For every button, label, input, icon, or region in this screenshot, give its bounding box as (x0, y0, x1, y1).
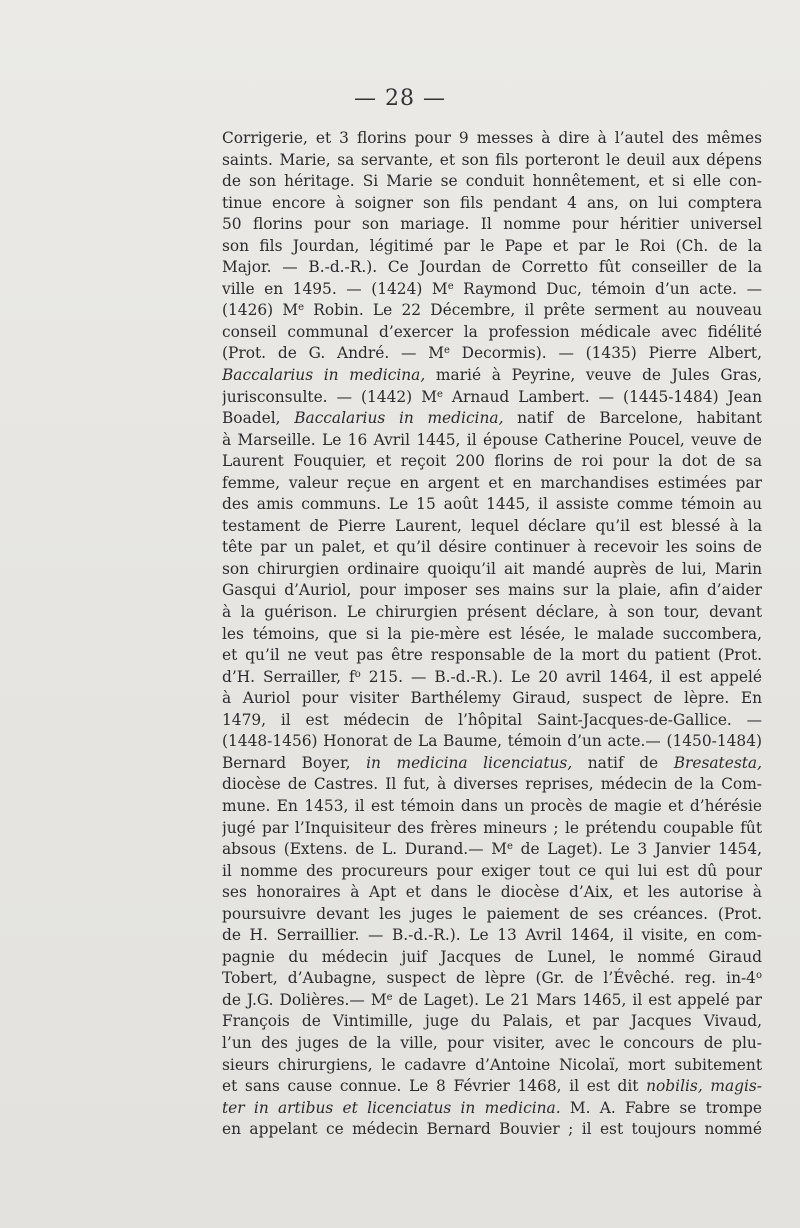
text-line (222, 214, 762, 236)
text-line (222, 1033, 762, 1055)
text-segment: Bernard Boyer, (222, 753, 367, 772)
text-line (222, 1098, 762, 1120)
italic-text: ter in artibus et licenciatus in medicina. (222, 1098, 561, 1117)
text-segment: Boadel, (222, 409, 295, 428)
text-line (222, 947, 762, 969)
text-line (222, 861, 762, 883)
italic-text: Bresatesta, (673, 753, 762, 772)
text-line (222, 710, 762, 732)
text-line (222, 322, 762, 344)
text-segment: de Laget). Le 21 Mars 1465, il est appelé par (392, 990, 762, 1009)
text-segment: d’H. Serrailler, f (222, 667, 355, 686)
text-line (222, 667, 762, 689)
text-line (222, 731, 762, 753)
text-segment: de Laget). Le 3 Janvier 1454, (512, 840, 762, 859)
text-line (222, 925, 762, 947)
text-segment: natif de (572, 753, 674, 772)
text-line (222, 430, 762, 452)
text-line (222, 968, 762, 990)
text-line (222, 387, 762, 409)
italic-text: Baccalarius in medicina, (222, 366, 426, 385)
text-line (222, 171, 762, 193)
text-segment: jugé par l’Inquisiteur des frères mineurs ; le prétendu coupable fût (222, 818, 762, 837)
superscript: e (443, 345, 450, 357)
text-segment: les témoins, que si la pie-mère est lésée, le malade succombera, (222, 624, 762, 643)
text-line (222, 774, 762, 796)
superscript: o (755, 970, 762, 982)
text-segment: Gasqui d’Auriol, pour imposer ses mains sur la plaie, afin d’aider (222, 581, 762, 600)
text-segment: à Marseille. Le 16 Avril 1445, il épouse Catherine Poucel, veuve de (222, 430, 762, 449)
text-line (222, 150, 762, 172)
text-line (222, 128, 762, 150)
text-line (222, 818, 762, 840)
text-segment: tinue encore à soigner son fils pendant 4 ans, on lui comptera (222, 193, 762, 212)
text-segment: ville en 1495. — (1424) M (222, 279, 448, 298)
text-segment: jurisconsulte. — (1442) M (222, 387, 437, 406)
text-line (222, 580, 762, 602)
italic-text: Baccalarius in medicina, (294, 409, 504, 428)
italic-text: in medicina licenciatus, (366, 753, 573, 772)
text-segment: à Auriol pour visiter Barthélemy Giraud, suspect de lèpre. En (222, 689, 762, 708)
text-segment: poursuivre devant les juges le paiement de ses créances. (Prot. (222, 904, 762, 923)
text-segment: diocèse de Castres. Il fut, à diverses reprises, médecin de la Com- (222, 775, 762, 794)
text-segment: Decormis). — (1435) Pierre Albert, (449, 344, 762, 363)
text-segment: Raymond Duc, témoin d’un acte. — (453, 279, 762, 298)
text-segment: et qu’il ne veut pas être responsable de la mort du patient (Prot. (222, 646, 762, 665)
text-segment: Major. — B.-d.-R.). Ce Jourdan de Corretto fût conseiller de la (222, 258, 762, 277)
text-segment: de H. Serraillier. — B.-d.-R.). Le 13 Avril 1464, il visite, en com- (222, 926, 762, 945)
superscript: e (447, 280, 454, 292)
text-line (222, 624, 762, 646)
text-line (222, 516, 762, 538)
text-segment: à la guérison. Le chirurgien présent déclare, à son tour, devant (222, 603, 762, 622)
text-segment: 215. — B.-d.-R.). Le 20 avril 1464, il est appelé (360, 667, 762, 686)
text-segment: absous (Extens. de L. Durand.— M (222, 840, 508, 859)
text-line (222, 796, 762, 818)
text-line (222, 1119, 762, 1141)
text-segment: marié à Peyrine, veuve de Jules Gras, (425, 366, 762, 385)
text-line (222, 537, 762, 559)
text-line (222, 990, 762, 1012)
text-line (222, 602, 762, 624)
italic-text: nobilis, magis- (646, 1077, 762, 1096)
text-line (222, 451, 762, 473)
text-segment: (1426) M (222, 301, 299, 320)
text-segment: Robin. Le 22 Décembre, il prête serment au nouveau (304, 301, 762, 320)
text-line (222, 753, 762, 775)
text-segment: il nomme des procureurs pour exiger tout ce qui lui est dû pour (222, 861, 762, 880)
text-segment: (1448-1456) Honorat de La Baume, témoin d’un acte.— (1450-1484) (222, 732, 762, 751)
text-segment: 50 florins pour son mariage. Il nomme pour héritier universel (222, 215, 762, 234)
text-segment: Corrigerie, et 3 florins pour 9 messes à dire à l’autel des mêmes (222, 129, 762, 147)
text-segment: son fils Jourdan, légitimé par le Pape et par le Roi (Ch. de la (222, 236, 762, 255)
text-segment: l’un des juges de la ville, pour visiter, avec le concours de plu- (222, 1033, 762, 1052)
superscript: o (354, 668, 361, 680)
text-segment: de J.G. Dolières.— M (222, 990, 387, 1009)
text-segment: testament de Pierre Laurent, lequel déclare qu’il est blessé à la (222, 516, 762, 535)
text-segment: mune. En 1453, il est témoin dans un procès de magie et d’hérésie (222, 796, 762, 815)
text-segment: ses honoraires à Apt et dans le diocèse d’Aix, et les autorise à (222, 883, 762, 902)
text-line (222, 688, 762, 710)
text-segment: Tobert, d’Aubagne, suspect de lèpre (Gr. de l’Évêché. reg. in-4 (222, 969, 756, 988)
text-line (222, 279, 762, 301)
text-line (222, 645, 762, 667)
text-line (222, 300, 762, 322)
text-line (222, 904, 762, 926)
text-line (222, 1055, 762, 1077)
text-segment: son chirurgien ordinaire quoiqu’il ait mandé auprès de lui, Marin (222, 559, 762, 578)
superscript: e (386, 991, 393, 1003)
text-segment: conseil communal d’exercer la profession médicale avec fidélité (222, 322, 762, 341)
text-line (222, 473, 762, 495)
text-line (222, 408, 762, 430)
text-segment: des amis communs. Le 15 août 1445, il assiste comme témoin au (222, 495, 762, 514)
page-number: — 28 — (354, 86, 446, 111)
text-line (222, 494, 762, 516)
text-segment: Laurent Fouquier, et reçoit 200 florins de roi pour la dot de sa (222, 452, 762, 471)
text-line (222, 839, 762, 861)
text-segment: en appelant ce médecin Bernard Bouvier ; il est toujours nommé (222, 1120, 762, 1139)
text-segment: (Prot. de G. André. — M (222, 344, 444, 363)
superscript: e (436, 388, 443, 400)
text-line (222, 193, 762, 215)
text-segment: sieurs chirurgiens, le cadavre d’Antoine Nicolaï, mort subitement (222, 1055, 762, 1074)
text-line (222, 1076, 762, 1098)
superscript: e (298, 302, 305, 314)
text-line (222, 257, 762, 279)
text-line (222, 236, 762, 258)
text-segment: Arnaud Lambert. — (1445-1484) Jean (442, 387, 762, 406)
text-segment: natif de Barcelone, habitant (503, 409, 762, 428)
text-line (222, 343, 762, 365)
text-line (222, 882, 762, 904)
text-segment: tête par un palet, et qu’il désire continuer à recevoir les soins de (222, 538, 762, 557)
text-line (222, 1011, 762, 1033)
text-line (222, 365, 762, 387)
text-segment: pagnie du médecin juif Jacques de Lunel, le nommé Giraud (222, 947, 762, 966)
text-segment: 1479, il est médecin de l’hôpital Saint-Jacques-de-Gallice. — (222, 710, 762, 729)
text-segment: de son héritage. Si Marie se conduit honnêtement, et si elle con- (222, 172, 762, 191)
text-segment: François de Vintimille, juge du Palais, et par Jacques Vivaud, (222, 1012, 762, 1031)
text-line (222, 559, 762, 581)
text-segment: M. A. Fabre se trompe (560, 1098, 762, 1117)
text-segment: femme, valeur reçue en argent et en marchandises estimées par (222, 473, 762, 492)
body-text (222, 128, 762, 1141)
text-segment: saints. Marie, sa servante, et son fils porteront le deuil aux dépens (222, 150, 762, 169)
text-segment: et sans cause connue. Le 8 Février 1468, il est dit (222, 1077, 647, 1096)
superscript: e (507, 841, 513, 853)
